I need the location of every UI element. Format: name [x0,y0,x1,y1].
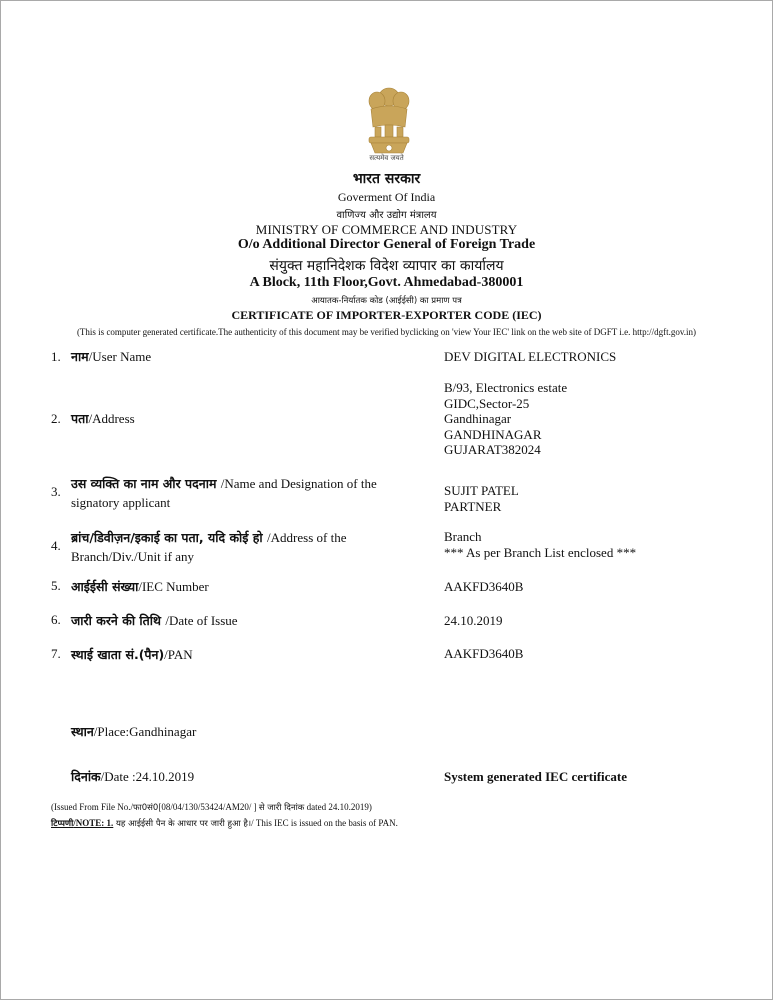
value-line: AAKFD3640B [444,579,524,594]
field-number: 7. [51,646,61,661]
authenticity-disclaimer: (This is computer generated certificate.The authenticity of this document may be verified byclicking on 'view Your IEC' link on the web site of DGFT i.e. http://dgft.gov.in) [76,327,697,337]
note-text-english: / This IEC is issued on the basis of PAN. [251,818,398,828]
label-hindi: ब्रांच/डिवीज़न/इकाई का पता, यदि कोई हो [71,530,268,545]
label-english: /IEC Number [138,579,209,594]
label-english: /Address [88,411,135,426]
field-number: 1. [51,349,61,364]
office-english: O/o Additional Director General of Foreign Trade [237,237,536,252]
label-hindi: पता [71,411,89,426]
value-line: GANDHINAGAR [444,426,542,442]
note-line [51,818,398,829]
place-label-hindi: स्थान [71,724,94,739]
label-english: /User Name [88,349,152,364]
value-line: PARTNER [444,498,502,514]
field-number: 5. [51,578,61,593]
field-label-address [71,409,135,428]
date-value: /Date :24.10.2019 [100,769,195,784]
label-english: /Name and Designation of the [220,476,377,491]
office-hindi: संयुक्त महानिदेशक विदेश व्यापार का कार्यालय [269,258,504,274]
field-value-address [444,380,567,458]
issued-date: dated 24.10.2019) [304,802,372,812]
field-value-signatory [444,483,519,514]
emblem-motto: सत्यमेव जयते [369,154,404,162]
label-hindi: जारी करने की तिथि [71,613,166,628]
field-number: 4. [51,538,61,553]
value-line: Branch [444,529,482,544]
label-hindi: नाम [71,349,89,364]
issued-dated-hindi: से जारी दिनांक [258,803,305,813]
system-generated-label: System generated IEC certificate [444,769,628,784]
issued-from-file-line [51,802,372,813]
date-label-hindi: दिनांक [71,769,101,784]
label-english-continued: Branch/Div./Unit if any [71,549,194,564]
field-number: 3. [51,484,61,499]
issued-prefix: (Issued From File No./ [51,802,133,812]
field-number: 2. [51,411,61,426]
value-line: Gandhinagar [444,411,512,426]
field-label-date-of-issue [71,611,238,630]
ministry-english: MINISTRY OF COMMERCE AND INDUSTRY [255,222,518,237]
label-english: /PAN [164,647,193,662]
field-value-date-of-issue [444,613,503,629]
issued-file-hindi: फा0सं0 [133,803,159,813]
value-line: AAKFD3640B [444,646,524,661]
date-line [71,768,194,785]
field-label-iec-number [71,577,209,596]
label-hindi: स्थाई खाता सं.(पैन) [71,647,165,662]
label-english-continued: signatory applicant [71,495,171,510]
label-hindi: उस व्यक्ति का नाम और पदनाम [71,476,221,491]
field-value-user-name [444,349,616,365]
note-label-hindi: टिप्पणी [51,819,74,829]
value-line: GUJARAT382024 [444,442,541,457]
value-line: GIDC,Sector-25 [444,395,530,411]
certificate-title: CERTIFICATE OF IMPORTER-EXPORTER CODE (IEC) [231,308,542,322]
value-line: DEV DIGITAL ELECTRONICS [444,349,617,364]
place-value: /Place:Gandhinagar [93,724,197,739]
national-emblem-icon [361,83,417,165]
office-address: A Block, 11th Floor,Govt. Ahmedabad-380001 [249,275,524,290]
government-english-title: Goverment Of India [337,190,436,204]
ministry-hindi: वाणिज्य और उद्योग मंत्रालय [336,210,437,221]
label-english: /Date of Issue [165,613,238,628]
label-english: /Address of the [267,530,347,545]
note-text-hindi: यह आईईसी पैन के आधार पर जारी हुआ है। [113,819,252,829]
field-number: 6. [51,612,61,627]
government-hindi-title: भारत सरकार [352,171,421,187]
note-label-english: /NOTE: 1. [73,818,114,828]
issued-file-number: [08/04/130/53424/AM20/ ] [158,802,259,812]
field-label-user-name [71,347,151,366]
value-line: 24.10.2019 [444,613,503,628]
field-label-branch [71,528,346,566]
field-label-pan [71,645,193,664]
certificate-title-hindi: आयातक-निर्यातक कोड (आईईसी) का प्रमाण पत्र [311,296,462,306]
field-value-iec-number [444,579,523,595]
value-line: *** As per Branch List enclosed *** [444,544,637,560]
value-line: SUJIT PATEL [444,483,519,498]
field-value-branch [444,529,636,560]
field-value-pan [444,646,523,662]
place-line [71,723,196,740]
label-hindi: आईईसी संख्या [71,579,139,594]
value-line: B/93, Electronics estate [444,380,568,395]
field-label-signatory [71,474,377,512]
